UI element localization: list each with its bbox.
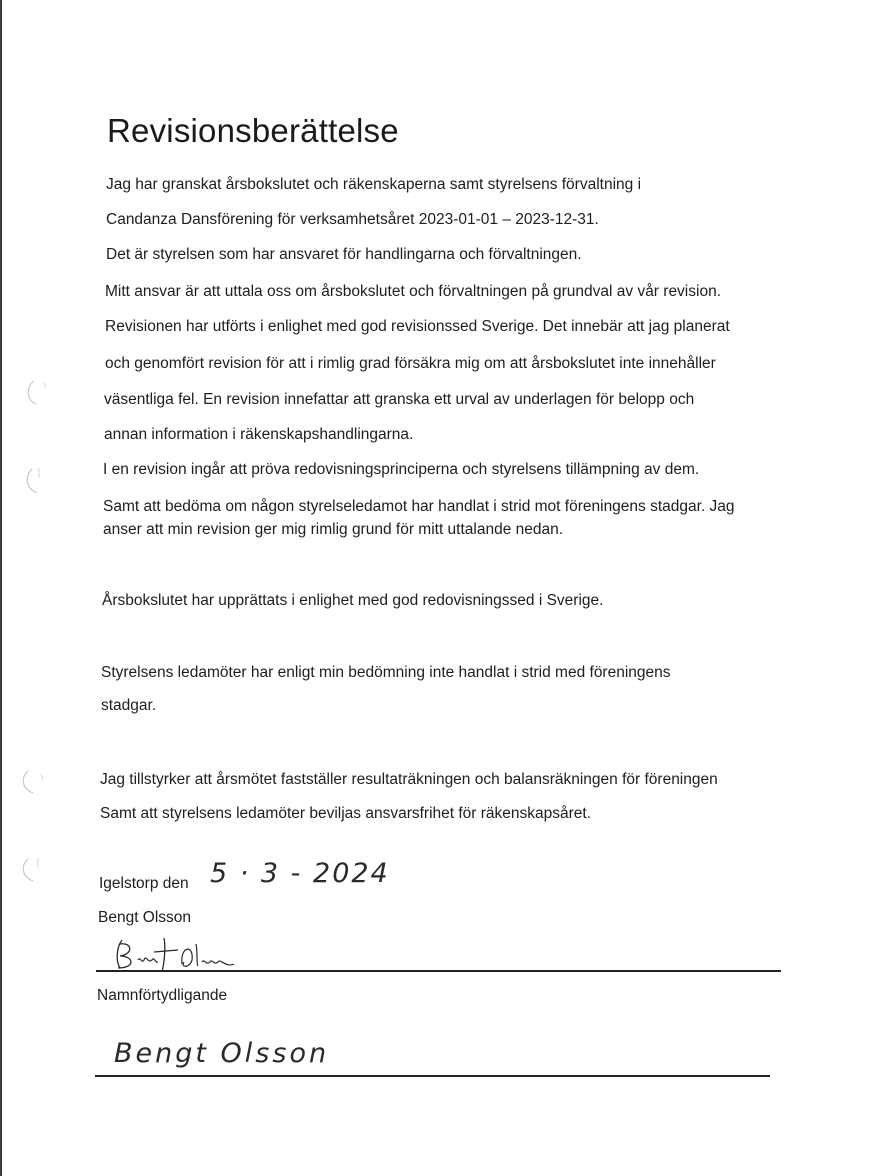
paragraph-line: Jag har granskat årsbokslutet och räkenskaperna samt styrelsens förvaltning i <box>106 176 642 193</box>
signature-line <box>96 970 781 972</box>
punch-hole-mark <box>16 768 46 798</box>
punch-hole-mark <box>20 466 50 496</box>
page-edge <box>0 0 2 1176</box>
paragraph-line: Candanza Dansförening för verksamhetsåret 2023-01-01 – 2023-12-31. <box>106 211 599 228</box>
handwritten-date: 5 · 3 - 2024 <box>210 858 390 889</box>
punch-hole-mark <box>16 856 46 886</box>
name-clarification-line <box>95 1075 770 1077</box>
paragraph-line: väsentliga fel. En revision innefattar att granska ett urval av underlagen för belopp och <box>104 391 695 408</box>
place-label: Igelstorp den <box>99 875 189 892</box>
paragraph-line: Samt att bedöma om någon styrelseledamot har handlat i strid mot föreningens stadgar. Jag <box>103 498 735 515</box>
statement-board-conduct: stadgar. <box>101 697 157 714</box>
signer-name: Bengt Olsson <box>98 909 192 926</box>
handwritten-name: Bengt Olsson <box>114 1038 330 1069</box>
paragraph-line: Revisionen har utförts i enlighet med god revisionssed Sverige. Det innebär att jag planerat <box>105 318 730 335</box>
statement-board-conduct: Styrelsens ledamöter har enligt min bedömning inte handlat i strid med föreningens <box>101 664 671 681</box>
paragraph-line: Det är styrelsen som har ansvaret för handlingarna och förvaltningen. <box>106 246 582 263</box>
statement-annual-accounts: Årsbokslutet har upprättats i enlighet med god redovisningssed i Sverige. <box>102 592 604 609</box>
document-title: Revisionsberättelse <box>107 112 399 149</box>
paragraph-line: och genomfört revision för att i rimlig grad försäkra mig om att årsbokslutet inte innehåller <box>105 355 716 372</box>
paragraph-line: annan information i räkenskapshandlingarna. <box>104 426 414 443</box>
paragraph-line: I en revision ingår att pröva redovisningsprinciperna och styrelsens tillämpning av dem. <box>103 461 700 478</box>
name-clarification-label: Namnförtydligande <box>97 987 228 1004</box>
statement-recommendation: Jag tillstyrker att årsmötet fastställer resultaträkningen och balansräkningen för föreningen <box>100 771 718 788</box>
paragraph-line: anser att min revision ger mig rimlig grund för mitt uttalande nedan. <box>103 521 564 538</box>
punch-hole-mark <box>20 378 50 408</box>
statement-recommendation: Samt att styrelsens ledamöter beviljas ansvarsfrihet för räkenskapsåret. <box>100 805 592 822</box>
paragraph-line: Mitt ansvar är att uttala oss om årsbokslutet och förvaltningen på grundval av vår revision. <box>105 283 721 300</box>
